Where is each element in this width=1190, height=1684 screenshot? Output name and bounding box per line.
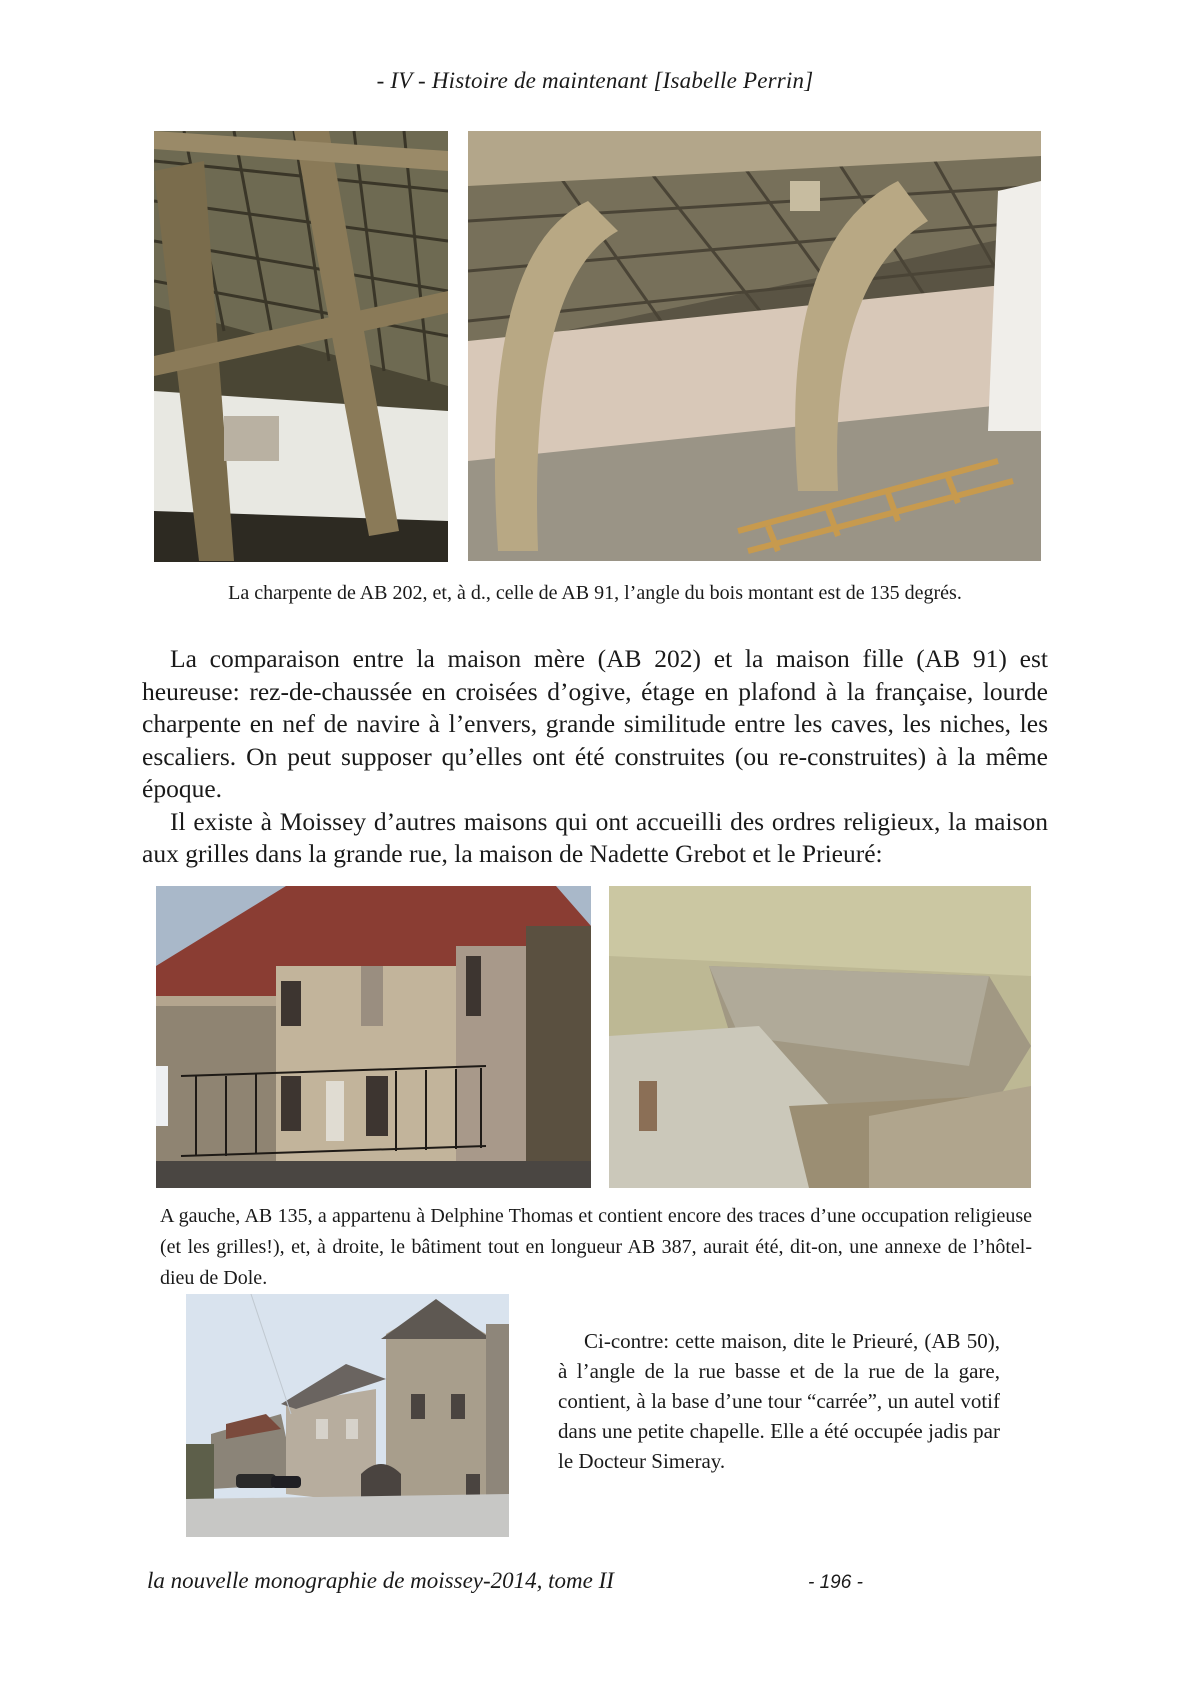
caption-top-photos: La charpente de AB 202, et, à d., celle de AB 91, l’angle du bois montant est de 135 degrés. (228, 582, 962, 604)
photo-attic-frame-ab91 (468, 131, 1041, 561)
caption-middle-photos: A gauche, AB 135, a appartenu à Delphine Thomas et contient encore des traces d’une occupation religieuse (et les grilles!), et, à droite, le bâtiment tout en longueur AB 387, aurait été, dit-on, une annexe de l’hôtel-dieu de Dole. (160, 1205, 1032, 1289)
body-text (142, 643, 1048, 871)
paragraph-1: La comparaison entre la maison mère (AB 202) et la maison fille (AB 91) est heureuse: rez-de-chaussée en croisées d’ogive, étage en plafond à la française, lourde charpente en nef de navire à l’envers, grande similitude entre les caves, les niches, les escaliers. On peut supposer qu’elles ont été construites (ou re-construites) à la même époque. (142, 644, 1048, 803)
page-number: - 196 - (808, 1572, 863, 1593)
photo-house-ab135 (156, 886, 591, 1188)
footer-title: la nouvelle monographie de moissey-2014, tome II (147, 1568, 614, 1593)
caption-prieure: Ci-contre: cette maison, dite le Prieuré, (AB 50), à l’angle de la rue basse et de la rue de la gare, contient, à la base d’une tour “carrée”, un autel votif dans une petite chapelle. Elle a été occupée jadis par le Docteur Simeray. (558, 1329, 1000, 1473)
photo-attic-frame-ab202 (154, 131, 448, 562)
photo-building-ab387 (609, 886, 1031, 1188)
running-header: - IV - Histoire de maintenant [Isabelle Perrin] (376, 68, 814, 93)
paragraph-2: Il existe à Moissey d’autres maisons qui ont accueilli des ordres religieux, la maison aux grilles dans la grande rue, la maison de Nadette Grebot et le Prieuré: (142, 806, 1048, 868)
photo-prieure-ab50 (186, 1294, 509, 1537)
